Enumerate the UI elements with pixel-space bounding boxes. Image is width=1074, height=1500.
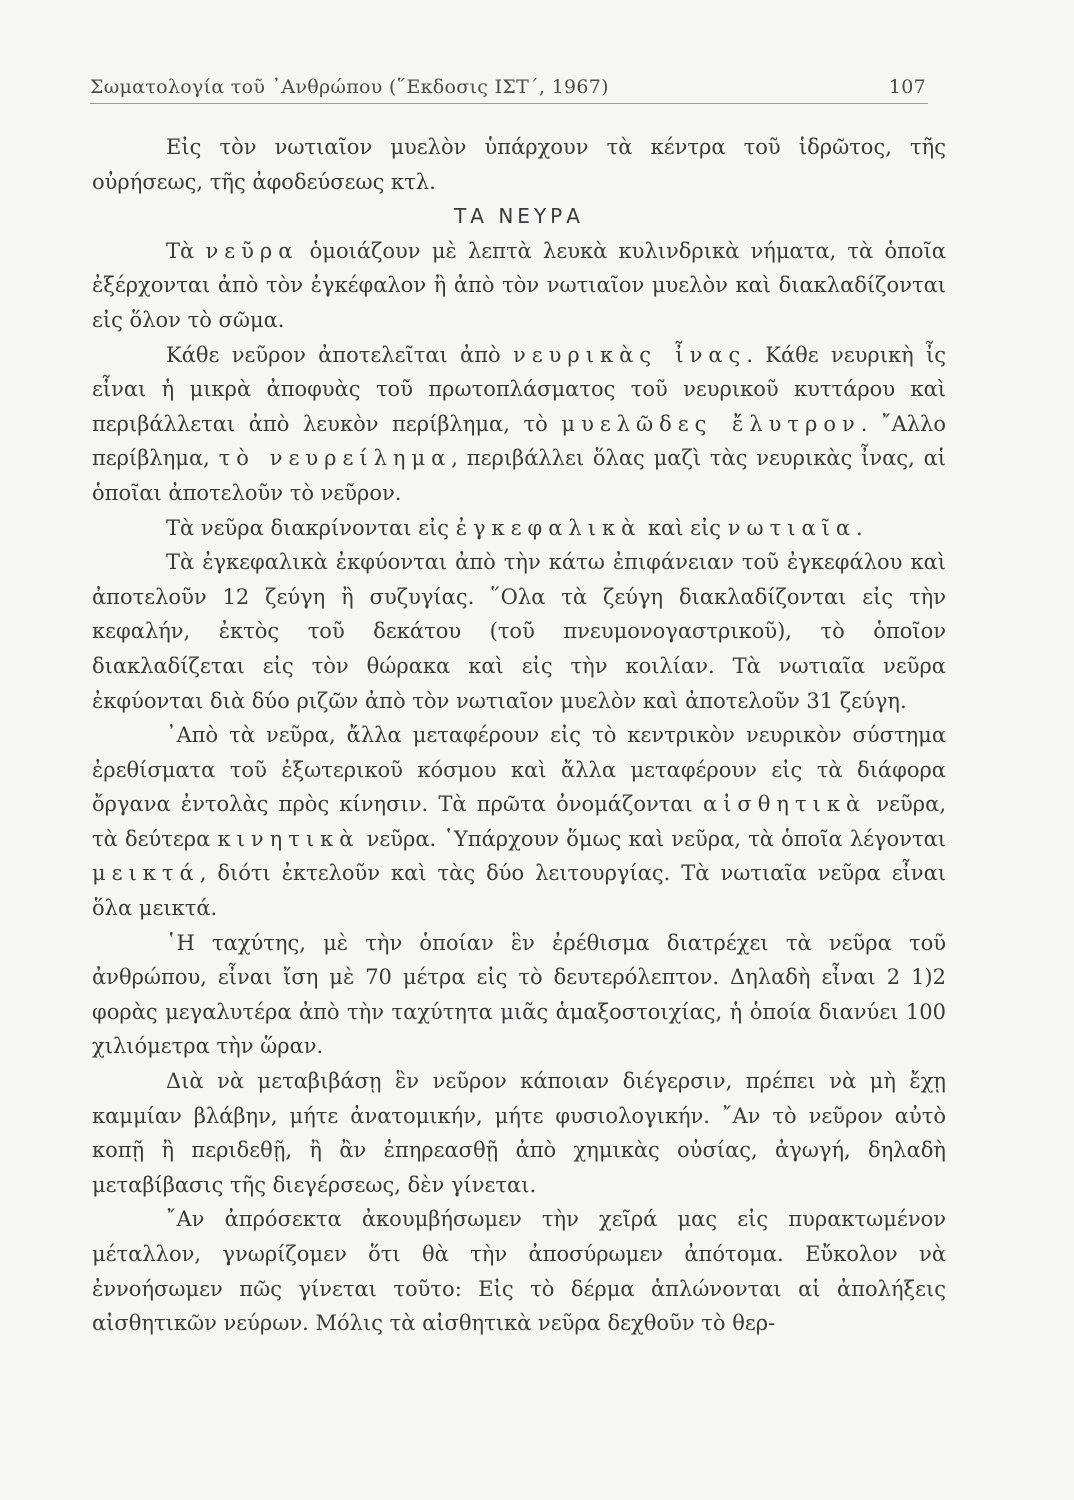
text-run: , περιβάλλει ὅλας μαζὶ τὰς νευρικὰς ἶνας, αἱ ὁποῖαι ἀποτελοῦν τὸ νεῦρον. (92, 446, 946, 505)
paragraph-nerve-classes (92, 511, 946, 546)
paragraph-transmission-conditions: Διὰ νὰ μεταβιβάσῃ ἓν νεῦρον κάποιαν διέγερσιν, πρέπει νὰ μὴ ἔχῃ καμμίαν βλάβην, μήτε ἀνατομικήν, μήτε φυσιολογικήν. ῎Αν τὸ νεῦρον αὐτὸ κοπῇ ἢ περιδεθῇ, ἢ ἂν ἐπηρεασθῇ ἀπὸ χημικὰς οὐσίας, ἀγωγή, δηλαδὴ μεταβίβασις τῆς διεγέρσεως, δὲν γίνεται. (92, 1069, 946, 1197)
body-text (92, 130, 946, 1341)
running-head (90, 62, 926, 98)
spaced-term-motor: κινητικὰ (217, 826, 360, 851)
text-run: ὁμοιάζουν μὲ λεπτὰ λευκὰ κυλινδρικὰ νήματα, τὰ ὁποῖα ἐξέρχονται ἀπὸ τὸν ἐγκέφαλον ἢ ἀπὸ τὸν νωτιαῖον μυελὸν καὶ διακλαδίζονται εἰς ὅλον τὸ σῶμα. (92, 238, 946, 332)
text-run: Κάθε νεῦρον ἀποτελεῖται ἀπὸ (166, 342, 513, 367)
text-run: καὶ εἰς (641, 515, 728, 540)
text-run: . Κάθε νευρικὴ ἶς εἶναι ἡ μικρὰ ἀποφυὰς τοῦ πρωτοπλάσματος τοῦ νευρικοῦ κυττάρου καὶ περιβάλλεται ἀπὸ λευκὸν περίβλημα, τὸ (92, 342, 946, 436)
text-run: . (856, 515, 863, 540)
paragraph-cranial-nerves: Τὰ ἐγκεφαλικὰ ἐκφύονται ἀπὸ τὴν κάτω ἐπιφάνειαν τοῦ ἐγκεφάλου καὶ ἀποτελοῦν 12 ζεύγη ἢ συζυγίας. ῞Ολα τὰ ζεύγη διακλαδίζονται εἰς τὴν κεφαλήν, ἐκτὸς τοῦ δεκάτου (τοῦ πνευμονογαστρικοῦ), τὸ ὁποῖον διακλαδίζεται εἰς τὸν θώρακα καὶ εἰς τὴν κοιλίαν. Τὰ νωτιαῖα νεῦρα ἐκφύονται διὰ δύο ριζῶν ἀπὸ τὸν νωτιαῖον μυελὸν καὶ ἀποτελοῦν 31 ζεύγη. (92, 550, 946, 713)
spaced-term-myelin-sheath: μυελῶδες ἔλυτρον (561, 411, 861, 436)
page-number: 107 (888, 76, 926, 98)
text-run: νεῦρα. ῾Υπάρχουν ὅμως καὶ νεῦρα, τὰ ὁποῖα λέγονται (359, 826, 946, 851)
header-rule (90, 103, 928, 104)
paragraph-conduction-speed: ῾Η ταχύτης, μὲ τὴν ὁποίαν ἓν ἐρέθισμα διατρέχει τὰ νεῦρα τοῦ ἀνθρώπου, εἶναι ἴση μὲ 70 μέτρα εἰς τὸ δευτερόλεπτον. Δηλαδὴ εἶναι 2 1)2 φορὰς μεγαλυτέρα ἀπὸ τὴν ταχύτητα μιᾶς ἁμαξοστοιχίας, ἡ ὁποία διανύει 100 χιλιόμετρα τὴν ὥραν. (92, 930, 946, 1059)
spaced-term-spinal: νωτιαῖα (727, 515, 857, 540)
text-run: Τὰ (166, 238, 206, 263)
section-title: ΤΑ ΝΕΥΡΑ (454, 204, 584, 229)
text-run: νεῦρα, τὰ δεύτερα (92, 792, 946, 851)
running-head-title: Σωματολογία τοῦ ᾿Ανθρώπου (῞Εκδοσις ΙΣΤ΄, 1967) (90, 76, 609, 98)
paragraph-sensory-motor (92, 718, 946, 926)
paragraph-nerves-definition (92, 234, 946, 338)
text-run: ᾿Απὸ τὰ νεῦρα, ἄλλα μεταφέρουν εἰς τὸ κεντρικὸν νευρικὸν σύστημα ἐρεθίσματα τοῦ ἐξωτερικοῦ κόσμου καὶ ἄλλα μεταφέρουν εἰς τὰ διάφορα ὄργανα ἐντολὰς πρὸς κίνησιν. Τὰ πρῶτα ὀνομάζονται (92, 723, 946, 817)
paragraph-reflex-example: ῎Αν ἀπρόσεκτα ἀκουμβήσωμεν τὴν χεῖρά μας εἰς πυρακτωμένον μέταλλον, γνωρίζομεν ὅτι θὰ τὴν ἀποσύρωμεν ἀπότομα. Εὔκολον νὰ ἐννοήσωμεν πῶς γίνεται τοῦτο: Εἰς τὸ δέρμα ἁπλώνονται αἱ ἀπολήξεις αἰσθητικῶν νεύρων. Μόλις τὰ αἰσθητικὰ νεῦρα δεχθοῦν τὸ θερ- (92, 1207, 946, 1336)
spaced-term-nerves: νεῦρα (205, 238, 299, 263)
spaced-term-sensory: αἰσθητικὰ (703, 792, 867, 817)
paragraph-spinal-centers: Εἰς τὸν νωτιαῖον μυελὸν ὑπάρχουν τὰ κέντρα τοῦ ἱδρῶτος, τῆς οὐρήσεως, τῆς ἀφοδεύσεως κτλ. (92, 135, 946, 194)
spaced-term-neurilemma: τὸ νευρείλημα (218, 446, 452, 471)
spaced-term-nerve-fibers: νευρικὰς ἶνας (513, 342, 747, 367)
text-run: Τὰ νεῦρα διακρίνονται εἰς (166, 515, 456, 540)
spaced-term-mixed: μεικτά (92, 861, 200, 886)
text-run: . ῎Αλλο περίβλημα, (92, 411, 947, 471)
spaced-term-cranial: ἐγκεφαλικὰ (455, 515, 642, 540)
paragraph-nerve-fibers (92, 338, 946, 511)
text-run: , διότι ἐκτελοῦν καὶ τὰς δύο λειτουργίας. Τὰ νωτιαῖα νεῦρα εἶναι ὅλα μεικτά. (92, 861, 946, 921)
